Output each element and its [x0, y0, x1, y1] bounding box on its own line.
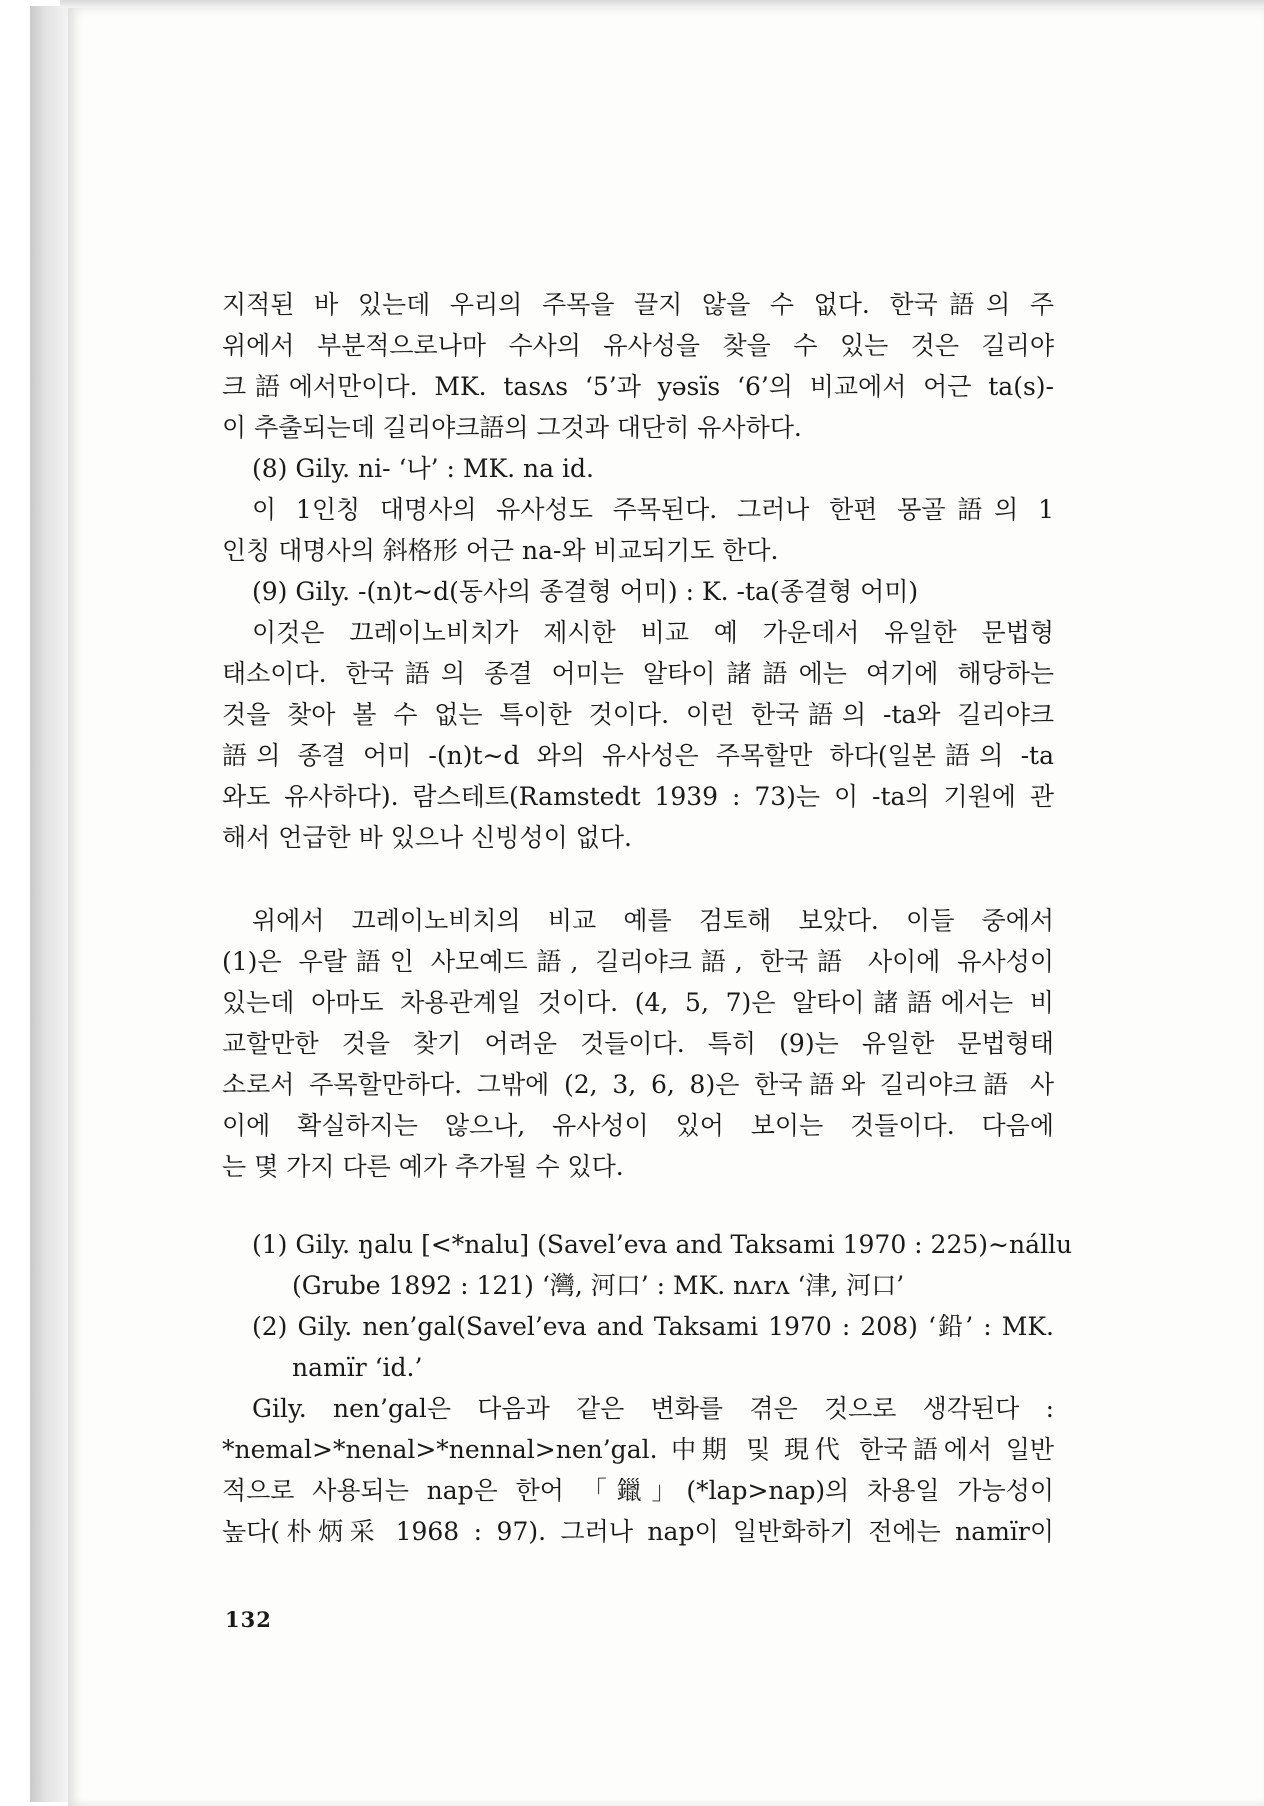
paragraph-4 — [222, 900, 1054, 1187]
text-line: namïr ‘id.’ — [292, 1353, 423, 1382]
example-9: (9) Gily. -(n)t∼d(동사의 종결형 어미) : K. -ta(종결형 어미) — [252, 577, 919, 606]
text-line: 위에서 끄레이노비치의 비교 예를 검토해 보았다. 이들 중에서 — [252, 906, 1054, 935]
book-page-edge — [30, 6, 68, 1802]
text-line: (Grube 1892 : 121) ‘灣, 河口’ : MK. nʌrʌ ‘津, 河口’ — [292, 1271, 905, 1300]
text-line: 인칭 대명사의 斜格形 어근 na-와 비교되기도 한다. — [222, 536, 779, 565]
text-line: 크語에서만이다. MK. tasʌs ‘5’과 yəsïs ‘6’의 비교에서 어근 ta(s)- — [222, 372, 1054, 401]
text-line: 것을 찾아 볼 수 없는 특이한 것이다. 이런 한국語의 -ta와 길리야크 — [222, 700, 1054, 729]
text-line: 교할만한 것을 찾기 어려운 것들이다. 특히 (9)는 유일한 문법형태 — [222, 1029, 1054, 1058]
text-line: (1) Gily. ŋalu [<*nalu] (Savel’eva and Taksami 1970 : 225)∼nállu — [252, 1230, 1073, 1259]
text-line: (1)은 우랄語인 사모예드語, 길리야크語, 한국語 사이에 유사성이 — [222, 947, 1054, 976]
text-line: 이 추출되는데 길리야크語의 그것과 대단히 유사하다. — [222, 413, 802, 442]
text-line: *nemal>*nenal>*nennal>nen’gal. 中期 및 現代 한국語에서 일반 — [222, 1435, 1054, 1464]
page-number: 132 — [225, 1607, 272, 1632]
body-text — [222, 284, 1073, 1552]
text-line: 해서 언급한 바 있으나 신빙성이 없다. — [222, 823, 632, 852]
paragraph-5 — [222, 1388, 1054, 1552]
text-line: 소로서 주목할만하다. 그밖에 (2, 3, 6, 8)은 한국語와 길리야크語 사 — [222, 1070, 1054, 1099]
example-8: (8) Gily. ni- ‘나’ : MK. na id. — [252, 454, 594, 483]
text-line: (2) Gily. nen’gal(Savel’eva and Taksami 1970 : 208) ‘鉛’ : MK. — [252, 1312, 1054, 1341]
new-example-2 — [222, 1306, 1054, 1388]
paragraph-2 — [222, 489, 1054, 571]
text-line: Gily. nen’gal은 다음과 같은 변화를 겪은 것으로 생각된다 : — [252, 1394, 1054, 1423]
text-line: 있는데 아마도 차용관계일 것이다. (4, 5, 7)은 알타이諸語에서는 비 — [222, 988, 1054, 1017]
text-line: 語의 종결 어미 -(n)t∼d 와의 유사성은 주목할만 하다(일본語의 -ta — [222, 741, 1054, 770]
section-gap — [222, 1187, 1054, 1224]
text-line: 태소이다. 한국語의 종결 어미는 알타이諸語에는 여기에 해당하는 — [222, 659, 1054, 688]
paragraph-1 — [222, 284, 1054, 448]
text-line: 이 1인칭 대명사의 유사성도 주목된다. 그러나 한편 몽골語의 1 — [252, 495, 1054, 524]
text-line: 지적된 바 있는데 우리의 주목을 끌지 않을 수 없다. 한국語의 주 — [222, 290, 1054, 319]
text-line: 이것은 끄레이노비치가 제시한 비교 예 가운데서 유일한 문법형 — [252, 618, 1054, 647]
text-line: 위에서 부분적으로나마 수사의 유사성을 찾을 수 있는 것은 길리야 — [222, 331, 1054, 360]
text-line: 는 몇 가지 다른 예가 추가될 수 있다. — [222, 1152, 624, 1181]
text-line: 적으로 사용되는 nap은 한어 「鑞」(*lap>nap)의 차용일 가능성이 — [222, 1476, 1054, 1505]
paragraph-3 — [222, 612, 1054, 858]
text-line: 이에 확실하지는 않으나, 유사성이 있어 보이는 것들이다. 다음에 — [222, 1111, 1054, 1140]
section-gap — [222, 858, 1054, 900]
new-example-1 — [222, 1224, 1073, 1306]
text-line: 와도 유사하다). 람스테트(Ramstedt 1939 : 73)는 이 -ta의 기원에 관 — [222, 782, 1054, 811]
book-top-edge — [60, 0, 1264, 8]
text-line: 높다(朴炳采 1968 : 97). 그러나 nap이 일반화하기 전에는 namïr이 — [222, 1517, 1054, 1546]
